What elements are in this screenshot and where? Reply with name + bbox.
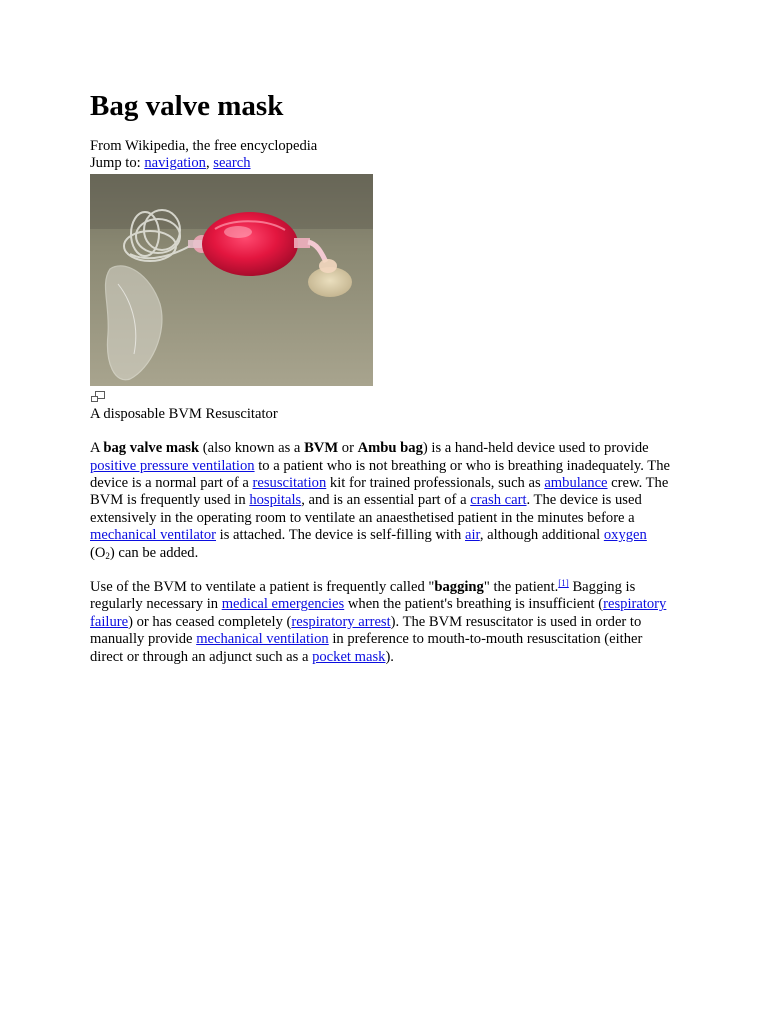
jump-link-search[interactable]: search (213, 155, 251, 172)
text: Use of the BVM to ventilate a patient is frequently called " (90, 579, 435, 596)
jump-to-label: Jump to: (90, 155, 141, 172)
text: crew. The BVM is frequently used in (90, 475, 669, 509)
link-air[interactable]: air (465, 527, 480, 544)
link-oxygen[interactable]: oxygen (603, 527, 647, 544)
text: " the patient. (483, 579, 559, 596)
text: , although additional (479, 527, 604, 544)
bold-term-ambu-bag: Ambu bag (357, 440, 423, 457)
bold-term-bag-valve-mask: bag valve mask (103, 440, 200, 457)
paragraph-intro (90, 440, 674, 562)
reference-link-1[interactable]: [1] (558, 578, 569, 589)
text: . The device is used extensively in the operating room to ventilate an anaesthetised patient in the minutes before a (90, 492, 642, 526)
text: kit for trained professionals, such as (326, 475, 545, 492)
text: (O (90, 544, 106, 561)
text: ) or has ceased completely ( (128, 613, 292, 630)
paragraph-bagging (90, 579, 674, 666)
link-resuscitation[interactable]: resuscitation (252, 475, 327, 492)
text: (also known as a (199, 440, 305, 457)
link-crash-cart[interactable]: crash cart (470, 492, 527, 509)
bvm-photo[interactable] (90, 174, 373, 386)
text: is attached. The device is self-filling with (216, 527, 465, 544)
text: , and is an essential part of a (301, 492, 471, 509)
text: ) can be added. (109, 544, 199, 561)
text: or (338, 440, 358, 457)
link-hospitals[interactable]: hospitals (249, 492, 302, 509)
text: ). (385, 648, 394, 665)
magnify-icon[interactable] (90, 390, 106, 404)
text: ) is a hand-held device used to provide (422, 440, 649, 457)
jump-link-navigation[interactable]: navigation (144, 155, 206, 172)
jump-to-line (90, 155, 680, 172)
link-pocket-mask[interactable]: pocket mask (312, 648, 386, 665)
text: when the patient's breathing is insufficient ( (344, 596, 604, 613)
bold-term-bvm: BVM (304, 440, 339, 457)
page-title: Bag valve mask (90, 90, 284, 122)
link-mechanical-ventilation[interactable]: mechanical ventilation (196, 631, 329, 648)
link-respiratory-arrest[interactable]: respiratory arrest (291, 613, 391, 630)
link-positive-pressure-ventilation[interactable]: positive pressure ventilation (90, 457, 255, 474)
jump-separator: , (205, 155, 210, 172)
text: to a patient who is not breathing or who is breathing inadequately. The device is a normal part of a (90, 457, 670, 492)
text: A (90, 440, 104, 457)
text: ). The BVM resuscitator is used in order to manually provide (90, 613, 642, 648)
link-ambulance[interactable]: ambulance (544, 475, 608, 492)
link-medical-emergencies[interactable]: medical emergencies (221, 596, 345, 613)
link-mechanical-ventilator[interactable]: mechanical ventilator (90, 527, 217, 544)
image-caption: A disposable BVM Resuscitator (90, 405, 278, 422)
subscript-2: 2 (105, 550, 110, 561)
bold-term-bagging: bagging (434, 579, 484, 596)
text: in preference to mouth-to-mouth resuscitation (either direct or through an adjunct such as a (90, 631, 643, 665)
link-respiratory-failure[interactable]: respiratory failure (90, 596, 667, 630)
text: Bagging is regularly necessary in (90, 579, 636, 613)
article (90, 88, 680, 666)
tagline: From Wikipedia, the free encyclopedia (90, 138, 318, 154)
